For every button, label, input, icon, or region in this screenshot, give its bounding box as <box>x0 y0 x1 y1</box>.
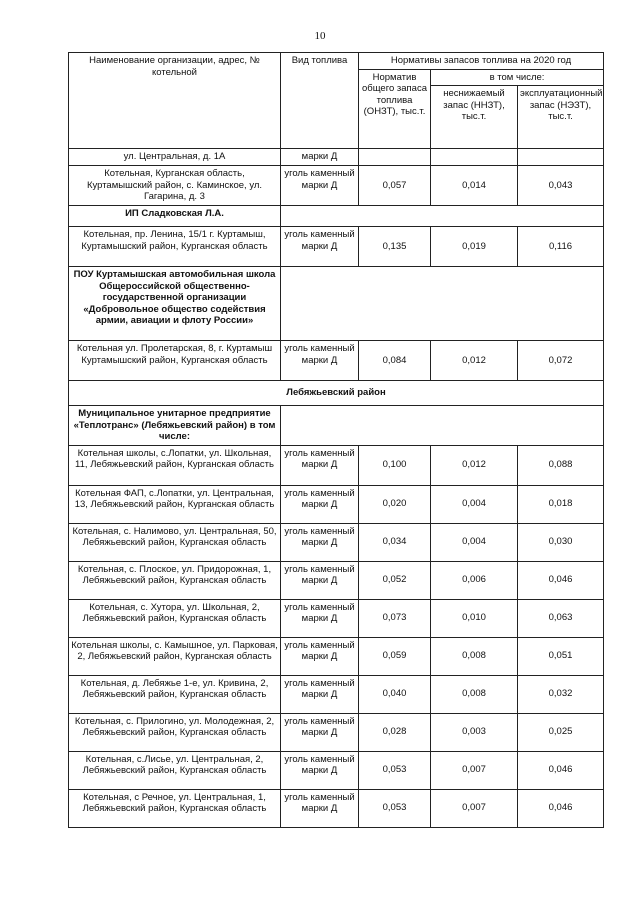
fuel-type-cell: уголь каменный марки Д <box>281 561 359 599</box>
organization-name-cell: Муниципальное унитарное предприятие «Теплотранс» (Лебяжьевский район) в том числе: <box>69 406 281 446</box>
onzt-cell: 0,073 <box>359 599 431 637</box>
table-row <box>69 227 604 267</box>
boiler-name-cell: Котельная школы, с.Лопатки, ул. Школьная, 11, Лебяжьевский район, Курганская область <box>69 445 281 485</box>
organization-name-cell: ПОУ Куртамышская автомобильная школа Общероссийской общественно- государственной организации «Добровольное общество содействия армии, авиации и флоту России» <box>69 267 281 341</box>
district-row <box>69 381 604 406</box>
nezt-cell: 0,072 <box>518 341 604 381</box>
onzt-cell: 0,053 <box>359 751 431 789</box>
onzt-cell: 0,057 <box>359 166 431 206</box>
onzt-cell: 0,040 <box>359 675 431 713</box>
nezt-cell: 0,063 <box>518 599 604 637</box>
header-org: Наименование организации, адрес, № котельной <box>69 53 281 149</box>
fuel-type-cell: уголь каменный марки Д <box>281 166 359 206</box>
table-body <box>69 149 604 828</box>
table-row <box>69 789 604 827</box>
onzt-cell: 0,034 <box>359 523 431 561</box>
table-row <box>69 166 604 206</box>
onzt-cell: 0,053 <box>359 789 431 827</box>
boiler-name-cell: Котельная ул. Пролетарская, 8, г. Куртамыш Куртамышский район, Курганская область <box>69 341 281 381</box>
nezt-cell <box>518 149 604 166</box>
header-onzt: Норматив общего запаса топлива (ОНЗТ), тыс.т. <box>359 69 431 149</box>
table-row <box>69 599 604 637</box>
boiler-name-cell: Котельная, с. Хутора, ул. Школьная, 2, Лебяжьевский район, Курганская область <box>69 599 281 637</box>
table-row <box>69 561 604 599</box>
district-name-cell: Лебяжьевский район <box>69 381 604 406</box>
onzt-cell: 0,020 <box>359 485 431 523</box>
boiler-name-cell: Котельная ФАП, с.Лопатки, ул. Центральная, 13, Лебяжьевский район, Курганская область <box>69 485 281 523</box>
fuel-type-cell: уголь каменный марки Д <box>281 637 359 675</box>
nnzt-cell: 0,010 <box>431 599 518 637</box>
fuel-type-cell: уголь каменный марки Д <box>281 523 359 561</box>
header-nnzt: неснижаемый запас (ННЗТ), тыс.т. <box>431 86 518 149</box>
onzt-cell: 0,084 <box>359 341 431 381</box>
table-row <box>69 341 604 381</box>
nezt-cell: 0,018 <box>518 485 604 523</box>
table-row <box>69 751 604 789</box>
fuel-type-cell: уголь каменный марки Д <box>281 341 359 381</box>
table-row <box>69 637 604 675</box>
nezt-cell: 0,046 <box>518 751 604 789</box>
nnzt-cell: 0,019 <box>431 227 518 267</box>
boiler-name-cell: Котельная, с. Плоское, ул. Придорожная, 1, Лебяжьевский район, Курганская область <box>69 561 281 599</box>
table-row <box>69 523 604 561</box>
boiler-name-cell: Котельная, с Речное, ул. Центральная, 1, Лебяжьевский район, Курганская область <box>69 789 281 827</box>
nnzt-cell: 0,012 <box>431 445 518 485</box>
table-row <box>69 675 604 713</box>
onzt-cell: 0,135 <box>359 227 431 267</box>
table-row <box>69 485 604 523</box>
fuel-type-cell: уголь каменный марки Д <box>281 445 359 485</box>
fuel-type-cell: уголь каменный марки Д <box>281 713 359 751</box>
fuel-type-cell: уголь каменный марки Д <box>281 751 359 789</box>
nnzt-cell: 0,004 <box>431 523 518 561</box>
organization-name-cell: ИП Сладковская Л.А. <box>69 206 281 227</box>
table-row <box>69 445 604 485</box>
boiler-name-cell: Котельная, пр. Ленина, 15/1 г. Куртамыш, Куртамышский район, Курганская область <box>69 227 281 267</box>
header-incl: в том числе: <box>431 69 604 86</box>
boiler-name-cell: Котельная, с. Налимово, ул. Центральная, 50, Лебяжьевский район, Курганская область <box>69 523 281 561</box>
nezt-cell: 0,088 <box>518 445 604 485</box>
fuel-type-cell: уголь каменный марки Д <box>281 599 359 637</box>
boiler-name-cell: Котельная школы, с. Камышное, ул. Парковая, 2, Лебяжьевский район, Курганская область <box>69 637 281 675</box>
onzt-cell: 0,052 <box>359 561 431 599</box>
boiler-name-cell: Котельная, Курганская область, Куртамышский район, с. Каминское, ул. Гагарина, д. 3 <box>69 166 281 206</box>
fuel-norms-table <box>68 52 604 828</box>
table-header <box>69 53 604 149</box>
nezt-cell: 0,046 <box>518 561 604 599</box>
nezt-cell: 0,032 <box>518 675 604 713</box>
empty-cell <box>281 267 604 341</box>
nezt-cell: 0,043 <box>518 166 604 206</box>
boiler-name-cell: Котельная, д. Лебяжье 1-е, ул. Кривина, 2, Лебяжьевский район, Курганская область <box>69 675 281 713</box>
fuel-type-cell: марки Д <box>281 149 359 166</box>
nezt-cell: 0,051 <box>518 637 604 675</box>
fuel-type-cell: уголь каменный марки Д <box>281 485 359 523</box>
nezt-cell: 0,116 <box>518 227 604 267</box>
nnzt-cell: 0,003 <box>431 713 518 751</box>
onzt-cell: 0,028 <box>359 713 431 751</box>
fuel-type-cell: уголь каменный марки Д <box>281 675 359 713</box>
organization-row <box>69 267 604 341</box>
empty-cell <box>281 206 604 227</box>
onzt-cell: 0,100 <box>359 445 431 485</box>
nnzt-cell: 0,014 <box>431 166 518 206</box>
nnzt-cell: 0,008 <box>431 675 518 713</box>
table-row <box>69 149 604 166</box>
onzt-cell <box>359 149 431 166</box>
page-number: 10 <box>314 30 326 42</box>
nezt-cell: 0,025 <box>518 713 604 751</box>
nnzt-cell: 0,006 <box>431 561 518 599</box>
organization-row <box>69 406 604 446</box>
header-fuel: Вид топлива <box>281 53 359 149</box>
organization-row <box>69 206 604 227</box>
fuel-type-cell: уголь каменный марки Д <box>281 227 359 267</box>
fuel-type-cell: уголь каменный марки Д <box>281 789 359 827</box>
boiler-name-cell: ул. Центральная, д. 1А <box>69 149 281 166</box>
header-nezt: эксплуатационный запас (НЭЗТ), тыс.т. <box>518 86 604 149</box>
nnzt-cell: 0,007 <box>431 751 518 789</box>
nnzt-cell: 0,008 <box>431 637 518 675</box>
nnzt-cell: 0,007 <box>431 789 518 827</box>
nnzt-cell <box>431 149 518 166</box>
nnzt-cell: 0,012 <box>431 341 518 381</box>
nezt-cell: 0,046 <box>518 789 604 827</box>
onzt-cell: 0,059 <box>359 637 431 675</box>
boiler-name-cell: Котельная, с.Лисье, ул. Центральная, 2, Лебяжьевский район, Курганская область <box>69 751 281 789</box>
empty-cell <box>281 406 604 446</box>
header-norms: Нормативы запасов топлива на 2020 год <box>359 53 604 70</box>
nnzt-cell: 0,004 <box>431 485 518 523</box>
boiler-name-cell: Котельная, с. Прилогино, ул. Молодежная, 2, Лебяжьевский район, Курганская область <box>69 713 281 751</box>
nezt-cell: 0,030 <box>518 523 604 561</box>
table-row <box>69 713 604 751</box>
